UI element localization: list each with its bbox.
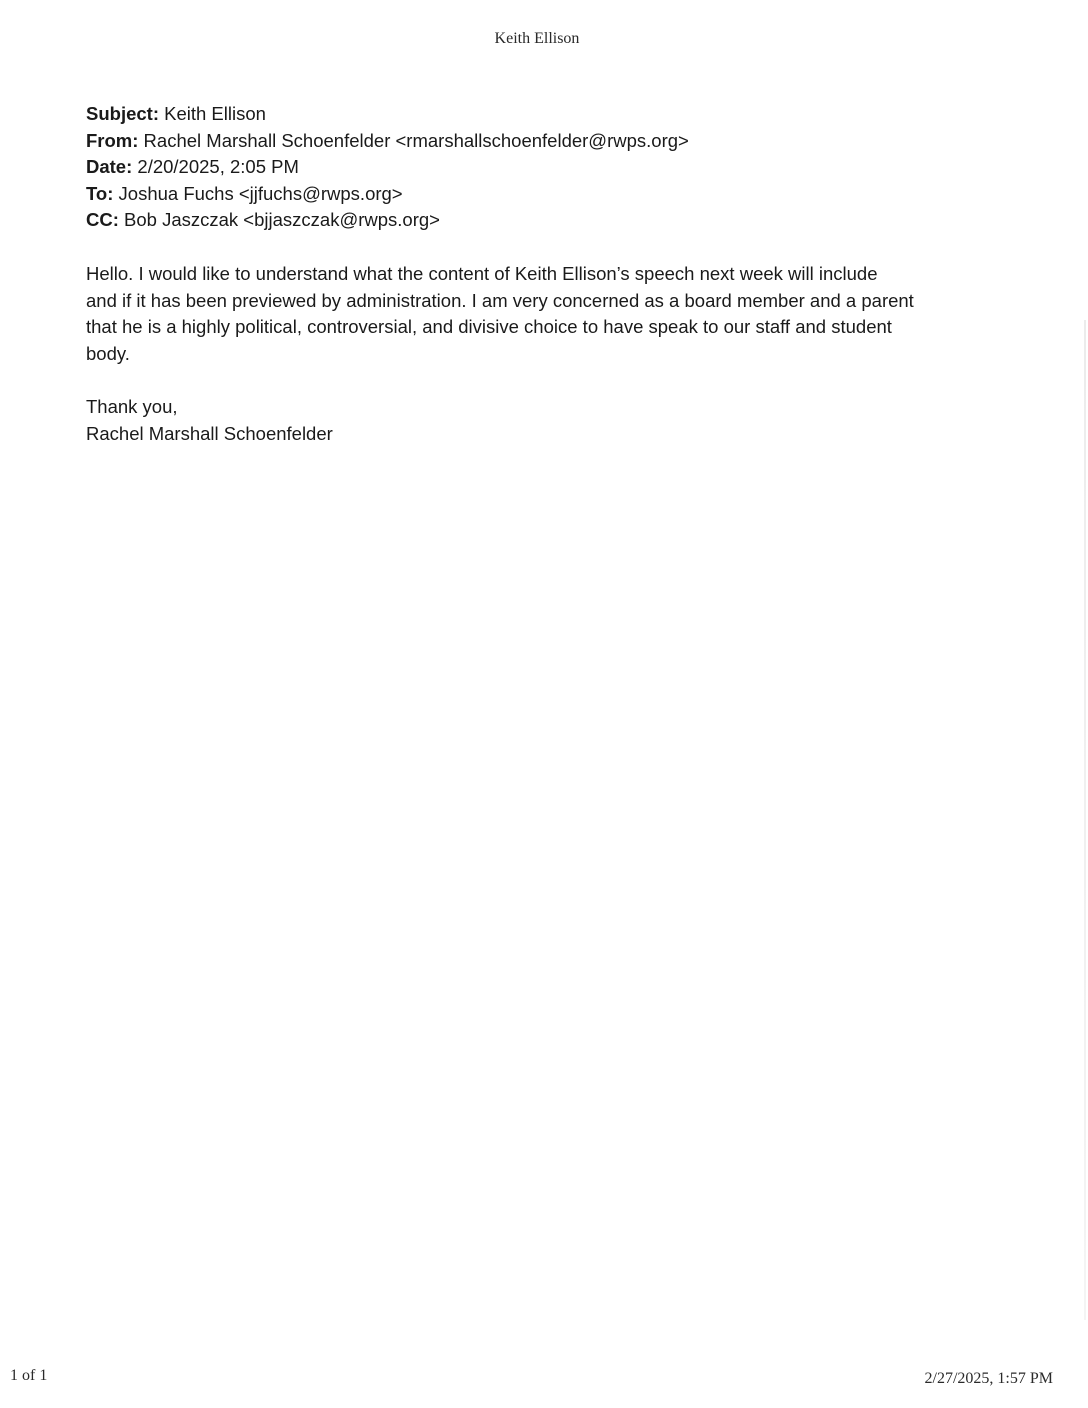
closing-salutation: Thank you, — [86, 396, 178, 417]
page-header-title: Keith Ellison — [494, 30, 580, 47]
body-line: Hello. I would like to understand what the content of Keith Ellison’s speech next week will include — [86, 263, 878, 284]
from-value: Rachel Marshall Schoenfelder <rmarshallschoenfelder@rwps.org> — [138, 129, 689, 151]
closing-signature: Rachel Marshall Schoenfelder — [86, 422, 333, 444]
cc-row — [86, 207, 689, 234]
date-label: Date: — [86, 156, 133, 178]
body-line: body. — [86, 342, 130, 364]
to-row — [86, 181, 689, 208]
printed-timestamp: 2/27/2025, 1:57 PM — [924, 1370, 1053, 1387]
scan-edge-shadow — [1084, 320, 1086, 1320]
cc-label: CC: — [86, 209, 119, 231]
email-body — [86, 261, 1006, 367]
to-label: To: — [86, 182, 114, 204]
subject-value: Keith Ellison — [158, 103, 266, 124]
from-row — [86, 128, 689, 155]
date-value: 2/20/2025, 2:05 PM — [132, 156, 299, 178]
body-line: that he is a highly political, controversial, and divisive choice to have speak to our staff and student — [86, 316, 892, 338]
body-line: and if it has been previewed by administration. I am very concerned as a board member and a parent — [86, 289, 914, 311]
cc-value: Bob Jaszczak <bjjaszczak@rwps.org> — [118, 209, 440, 231]
email-header-block — [86, 101, 689, 234]
email-closing — [86, 394, 333, 447]
date-row — [86, 154, 689, 181]
from-label: From: — [86, 129, 139, 151]
page-count: 1 of 1 — [10, 1367, 48, 1384]
subject-label: Subject: — [86, 103, 159, 124]
to-value: Joshua Fuchs <jjfuchs@rwps.org> — [113, 182, 403, 204]
subject-row — [86, 101, 689, 128]
